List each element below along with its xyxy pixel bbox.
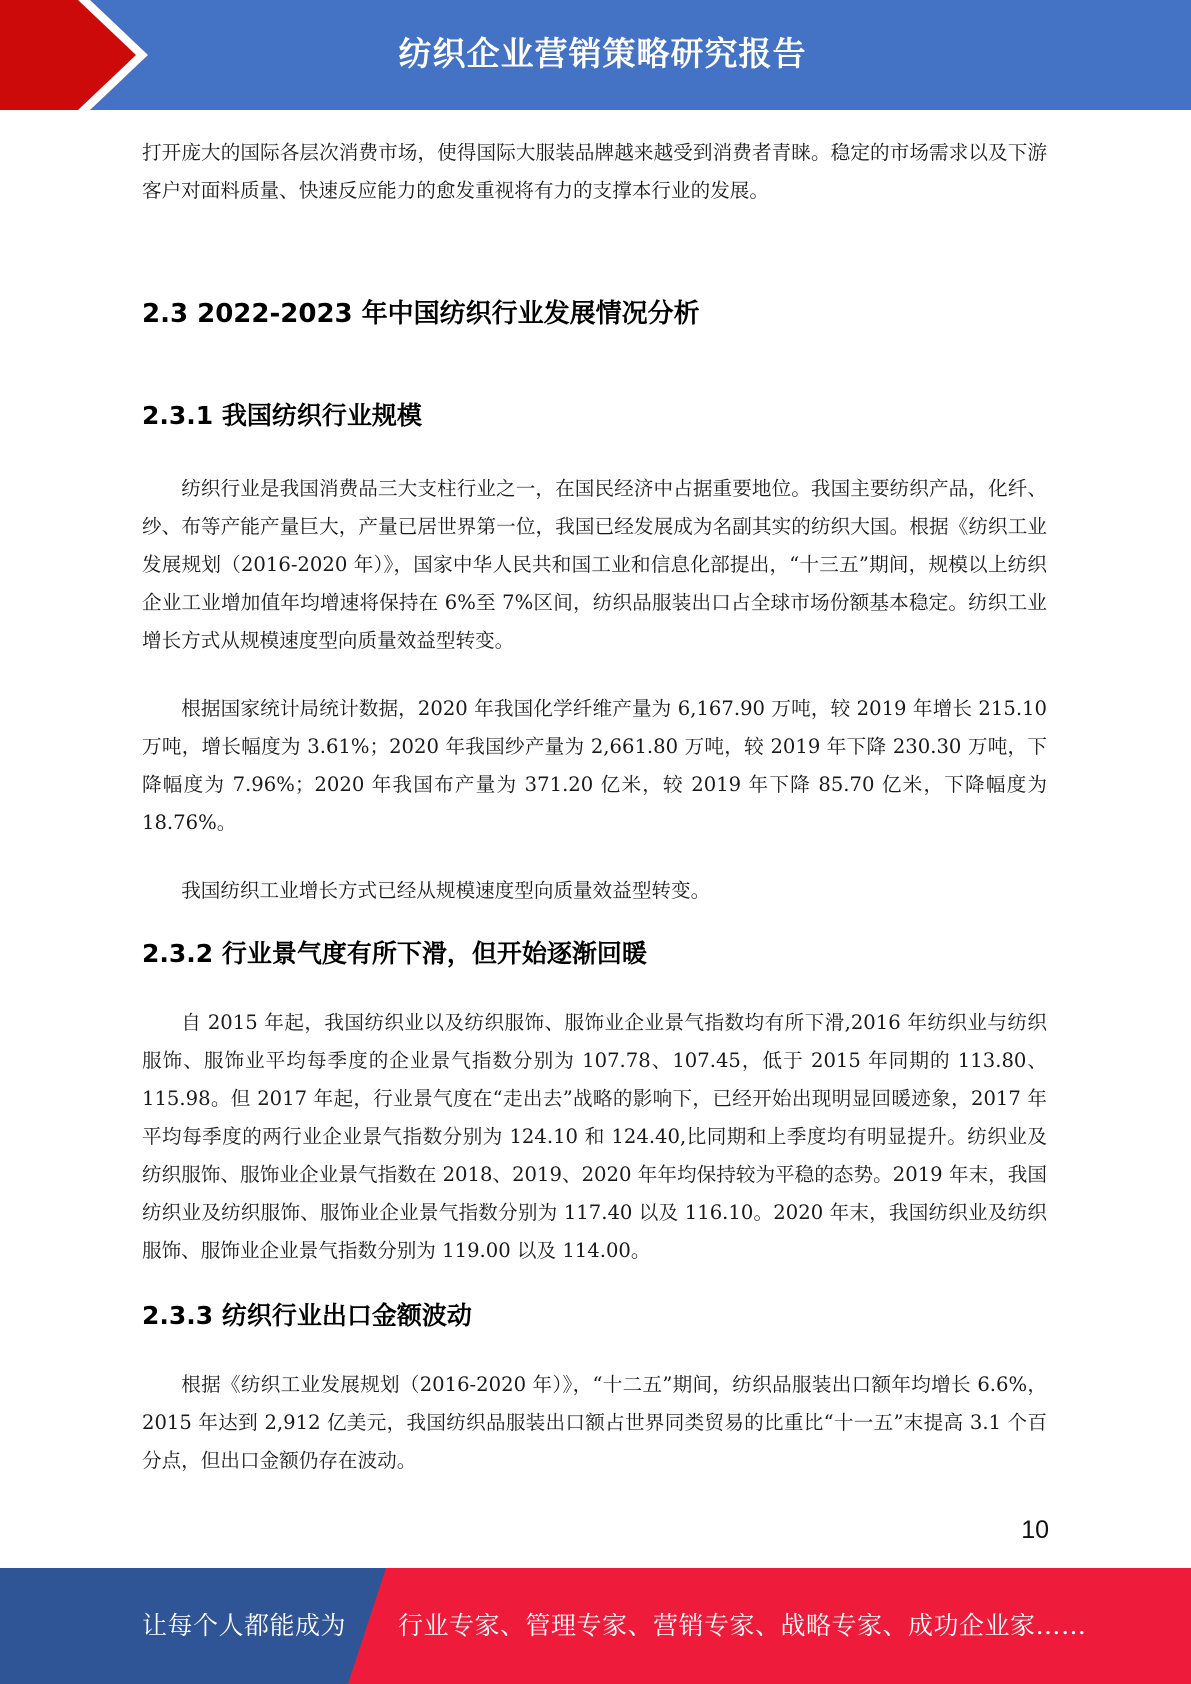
intro-paragraph: 打开庞大的国际各层次消费市场，使得国际大服装品牌越来越受到消费者青睐。稳定的市场需求以及下游客户对面料质量、快速反应能力的愈发重视将有力的支撑本行业的发展。 (142, 141, 1047, 202)
section-2-3-1-heading: 2.3.1 我国纺织行业规模 (142, 401, 422, 430)
page-content (142, 134, 1047, 1480)
footer-slogan-right: 行业专家、管理专家、营销专家、战略专家、成功企业家…… (398, 1611, 1087, 1640)
report-title: 纺织企业营销策略研究报告 (398, 34, 807, 73)
section-2-3-1-paragraph: 根据国家统计局统计数据，2020 年我国化学纤维产量为 6,167.90 万吨，较 2019 年增长 215.10 万吨，增长幅度为 3.61%；2020 年我国纱产量为 2,661.80 万吨，较 2019 年下降 230.30 万吨，下降幅度为 7.96%；2020 年我国布产量为 371.20 亿米，较 2019 年下降 85.70 亿米，下降幅度为 18.76%。 (142, 697, 1047, 834)
footer-slogan-left: 让每个人都能成为 (142, 1611, 347, 1640)
section-2-3-1-paragraph: 纺织行业是我国消费品三大支柱行业之一，在国民经济中占据重要地位。我国主要纺织产品，化纤、纱、布等产能产量巨大，产量已居世界第一位，我国已经发展成为名副其实的纺织大国。根据《纺织工业发展规划（2016-2020 年）》，国家中华人民共和国工业和信息化部提出，“十三五”期间，规模以上纺织企业工业增加值年均增速将保持在 6%至 7%区间，纺织品服装出口占全球市场份额基本稳定。纺织工业增长方式从规模速度型向质量效益型转变。 (142, 477, 1047, 652)
section-2-3-2-paragraph: 自 2015 年起，我国纺织业以及纺织服饰、服饰业企业景气指数均有所下滑,2016 年纺织业与纺织服饰、服饰业平均每季度的企业景气指数分别为 107.78、107.45，低于 2015 年同期的 113.80、115.98。但 2017 年起，行业景气度在“走出去”战略的影响下，已经开始出现明显回暖迹象，2017 年平均每季度的两行业企业景气指数分别为 124.10 和 124.40,比同期和上季度均有明显提升。纺织业及纺织服饰、服饰业企业景气指数在 2018、2019、2020 年年均保持较为平稳的态势。2019 年末，我国纺织业及纺织服饰、服饰业企业景气指数分别为 117.40 以及 116.10。2020 年末，我国纺织业及纺织服饰、服饰业企业景气指数分别为 119.00 以及 114.00。 (142, 1011, 1047, 1262)
section-2-3-3-heading: 2.3.3 纺织行业出口金额波动 (142, 1301, 472, 1330)
page-number: 10 (1021, 1516, 1049, 1544)
report-header-band (0, 0, 1191, 110)
section-2-3-1-paragraph: 我国纺织工业增长方式已经从规模速度型向质量效益型转变。 (181, 879, 711, 902)
section-2-3-3-paragraph: 根据《纺织工业发展规划（2016-2020 年）》，“十二五”期间，纺织品服装出口额年均增长 6.6%，2015 年达到 2,912 亿美元，我国纺织品服装出口额占世界同类贸易的比重比“十一五”末提高 3.1 个百分点，但出口金额仍存在波动。 (142, 1373, 1047, 1472)
section-2-3-2-heading: 2.3.2 行业景气度有所下滑，但开始逐渐回暖 (142, 939, 647, 968)
section-2-3-heading: 2.3 2022-2023 年中国纺织行业发展情况分析 (142, 299, 700, 329)
footer-band (0, 1568, 1191, 1684)
